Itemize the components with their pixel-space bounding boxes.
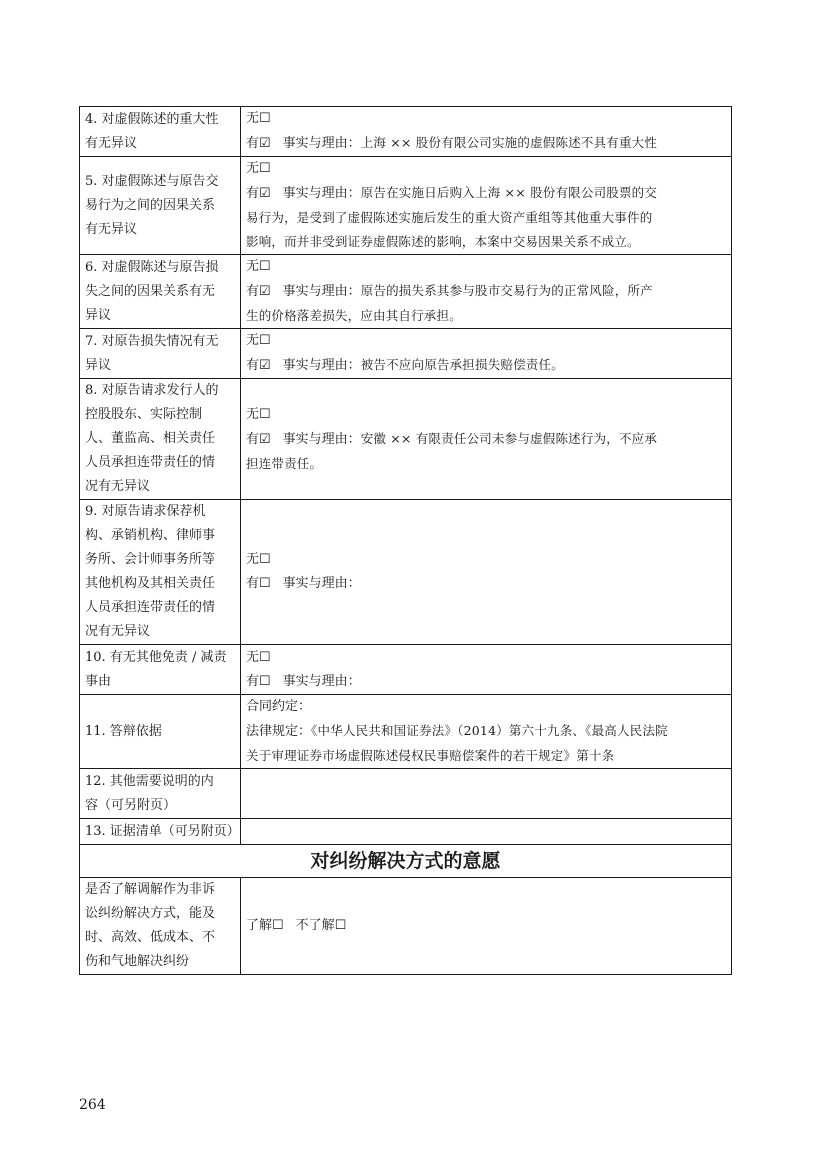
understand-checkbox[interactable]: ☐ [272,918,284,933]
row-content: 无☐ 有☐ 事实与理由： [241,500,732,645]
row-content: 无☐ 有☑ 事实与理由：上海 ×× 股份有限公司实施的虚假陈述不具有重大性 [241,107,732,157]
row-content: 无☐ 有☑ 事实与理由：安徽 ×× 有限责任公司未参与虚假陈述行为，不应承 担连带责任。 [241,379,732,500]
row-label: 4. 对虚假陈述的重大性 有无异议 [80,107,241,157]
none-checkbox[interactable]: ☐ [259,259,271,274]
has-checkbox[interactable]: ☑ [259,186,271,201]
row-label: 12. 其他需要说明的内 容（可另附页） [80,769,241,819]
row-content: 无☐ 有☑ 事实与理由：原告在实施日后购入上海 ×× 股份有限公司股票的交 易行为，是受到了虚假陈述实施后发生的重大资产重组等其他重大事件的 影响，而并非受到证券虚假陈述的影响，本案中交易因果关系不成立。 [241,157,732,255]
table-row [80,645,732,695]
row-label: 13. 证据清单（可另附页） [80,819,241,845]
table-row [80,819,732,845]
none-checkbox[interactable]: ☐ [259,333,271,348]
table-row [80,500,732,645]
row-label: 5. 对虚假陈述与原告交 易行为之间的因果关系 有无异议 [80,157,241,255]
row-content: 了解☐ 不了解☐ [241,878,732,975]
table-row [80,769,732,819]
row-label: 8. 对原告请求发行人的 控股股东、实际控制 人、董监高、相关责任 人员承担连带责任的情 况有无异议 [80,379,241,500]
section-title-row [80,845,732,878]
has-checkbox[interactable]: ☐ [259,576,271,591]
none-checkbox[interactable]: ☐ [259,649,271,665]
row-label: 11. 答辩依据 [80,695,241,769]
has-checkbox[interactable]: ☑ [259,136,271,151]
row-content: 无☐ 有☑ 事实与理由：原告的损失系其参与股市交易行为的正常风险，所产 生的价格落差损失，应由其自行承担。 [241,255,732,329]
none-checkbox[interactable]: ☐ [259,161,271,176]
has-checkbox[interactable]: ☐ [259,673,271,689]
row-content: 合同约定： 法律规定：《中华人民共和国证券法》（2014）第六十九条、《最高人民法院 关于审理证券市场虚假陈述侵权民事赔偿案件的若干规定》第十条 [241,695,732,769]
not-understand-checkbox[interactable]: ☐ [334,918,347,933]
has-checkbox[interactable]: ☑ [259,284,271,299]
table-row [80,107,732,157]
reason-label: 事实与理由： [282,136,361,151]
defense-form-table [79,106,732,975]
row-label: 9. 对原告请求保荐机 构、承销机构、律师事 务所、会计师事务所等 其他机构及其相关责任 人员承担连带责任的情 况有无异议 [80,500,241,645]
row-content: 无☐ 有☑ 事实与理由：被告不应向原告承担损失赔偿责任。 [241,329,732,379]
row-label: 6. 对虚假陈述与原告损 失之间的因果关系有无 异议 [80,255,241,329]
row-content[interactable] [241,769,732,819]
page-number: 264 [79,1097,106,1113]
has-checkbox[interactable]: ☑ [259,431,271,447]
table-row [80,329,732,379]
table-row [80,695,732,769]
none-checkbox[interactable]: ☐ [259,406,271,422]
section-title: 对纠纷解决方式的意愿 [80,845,732,878]
row-label: 是否了解调解作为非诉 讼纠纷解决方式，能及 时、高效、低成本、不 伤和气地解决纠纷 [80,878,241,975]
row-content: 无☐ 有☐ 事实与理由： [241,645,732,695]
table-row [80,379,732,500]
has-checkbox[interactable]: ☑ [259,358,271,373]
table-row [80,255,732,329]
none-checkbox[interactable]: ☐ [259,552,271,567]
none-checkbox[interactable]: ☐ [259,111,271,126]
row-content[interactable] [241,819,732,845]
row-label: 7. 对原告损失情况有无 异议 [80,329,241,379]
table-row [80,157,732,255]
row-label: 10. 有无其他免责 / 减责 事由 [80,645,241,695]
table-row [80,878,732,975]
